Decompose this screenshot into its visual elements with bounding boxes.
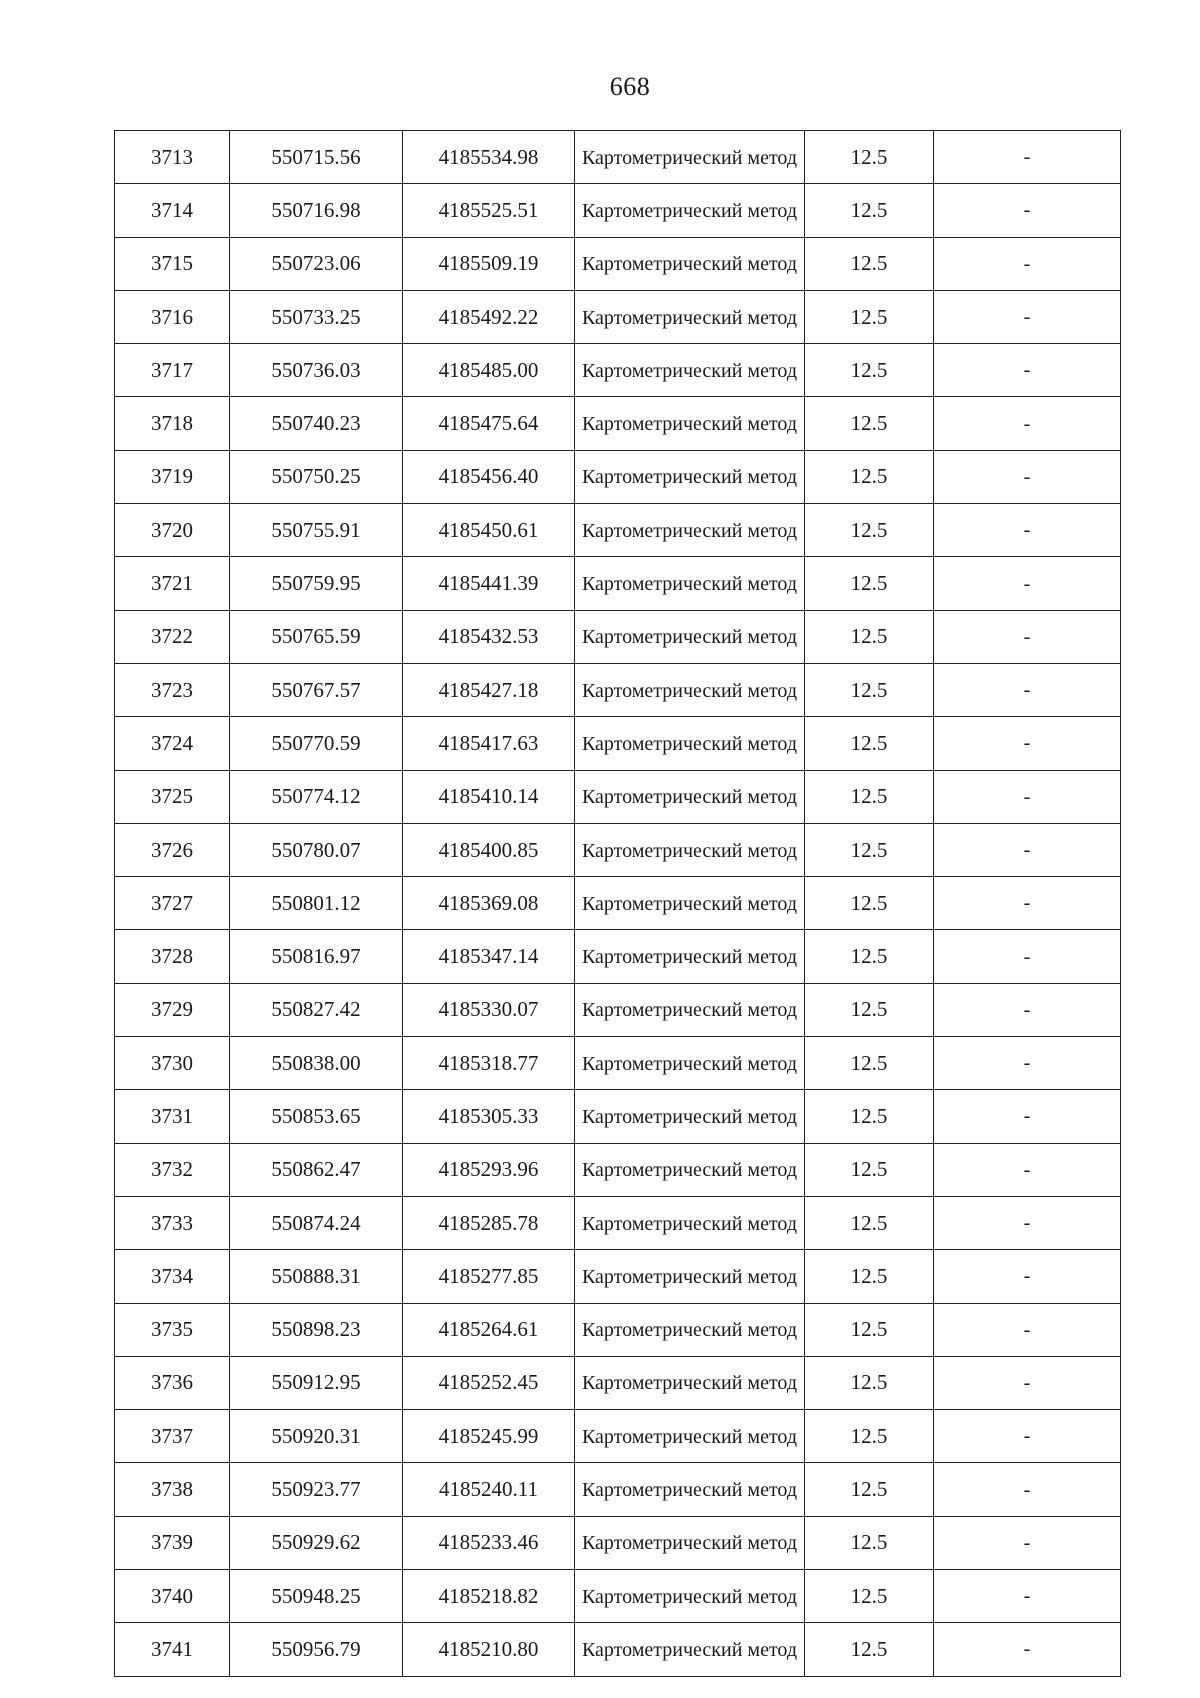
precision-cell: 12.5 xyxy=(805,184,934,237)
x-coordinate-cell: 550774.12 xyxy=(230,770,403,823)
method-cell: Картометрический метод xyxy=(575,504,805,557)
coordinates-table-body xyxy=(115,131,1121,1677)
precision-cell: 12.5 xyxy=(805,131,934,184)
table-row xyxy=(115,450,1121,503)
method-cell: Картометрический метод xyxy=(575,131,805,184)
table-row xyxy=(115,1410,1121,1463)
point-number-cell: 3721 xyxy=(115,557,230,610)
point-number-cell: 3731 xyxy=(115,1090,230,1143)
y-coordinate-cell: 4185210.80 xyxy=(403,1623,575,1676)
point-number-cell: 3713 xyxy=(115,131,230,184)
method-cell: Картометрический метод xyxy=(575,397,805,450)
x-coordinate-cell: 550723.06 xyxy=(230,237,403,290)
table-row xyxy=(115,184,1121,237)
precision-cell: 12.5 xyxy=(805,1410,934,1463)
y-coordinate-cell: 4185293.96 xyxy=(403,1143,575,1196)
coordinates-table xyxy=(114,130,1121,1677)
precision-cell: 12.5 xyxy=(805,610,934,663)
x-coordinate-cell: 550853.65 xyxy=(230,1090,403,1143)
x-coordinate-cell: 550780.07 xyxy=(230,823,403,876)
point-number-cell: 3719 xyxy=(115,450,230,503)
x-coordinate-cell: 550956.79 xyxy=(230,1623,403,1676)
note-cell: - xyxy=(934,610,1121,663)
method-cell: Картометрический метод xyxy=(575,1623,805,1676)
note-cell: - xyxy=(934,1570,1121,1623)
page-number: 668 xyxy=(609,72,651,101)
table-row xyxy=(115,237,1121,290)
y-coordinate-cell: 4185218.82 xyxy=(403,1570,575,1623)
table-row xyxy=(115,717,1121,770)
method-cell: Картометрический метод xyxy=(575,1356,805,1409)
table-row xyxy=(115,877,1121,930)
note-cell: - xyxy=(934,184,1121,237)
y-coordinate-cell: 4185427.18 xyxy=(403,663,575,716)
y-coordinate-cell: 4185509.19 xyxy=(403,237,575,290)
precision-cell: 12.5 xyxy=(805,290,934,343)
method-cell: Картометрический метод xyxy=(575,344,805,397)
note-cell: - xyxy=(934,397,1121,450)
precision-cell: 12.5 xyxy=(805,1037,934,1090)
point-number-cell: 3726 xyxy=(115,823,230,876)
table-row xyxy=(115,930,1121,983)
table-row xyxy=(115,1516,1121,1569)
table-row xyxy=(115,983,1121,1036)
precision-cell: 12.5 xyxy=(805,1196,934,1249)
x-coordinate-cell: 550948.25 xyxy=(230,1570,403,1623)
method-cell: Картометрический метод xyxy=(575,184,805,237)
y-coordinate-cell: 4185492.22 xyxy=(403,290,575,343)
note-cell: - xyxy=(934,450,1121,503)
x-coordinate-cell: 550862.47 xyxy=(230,1143,403,1196)
x-coordinate-cell: 550715.56 xyxy=(230,131,403,184)
table-row xyxy=(115,770,1121,823)
precision-cell: 12.5 xyxy=(805,1143,934,1196)
x-coordinate-cell: 550801.12 xyxy=(230,877,403,930)
note-cell: - xyxy=(934,877,1121,930)
y-coordinate-cell: 4185410.14 xyxy=(403,770,575,823)
precision-cell: 12.5 xyxy=(805,1623,934,1676)
y-coordinate-cell: 4185245.99 xyxy=(403,1410,575,1463)
x-coordinate-cell: 550755.91 xyxy=(230,504,403,557)
y-coordinate-cell: 4185400.85 xyxy=(403,823,575,876)
precision-cell: 12.5 xyxy=(805,930,934,983)
point-number-cell: 3727 xyxy=(115,877,230,930)
y-coordinate-cell: 4185330.07 xyxy=(403,983,575,1036)
y-coordinate-cell: 4185318.77 xyxy=(403,1037,575,1090)
y-coordinate-cell: 4185285.78 xyxy=(403,1196,575,1249)
y-coordinate-cell: 4185347.14 xyxy=(403,930,575,983)
method-cell: Картометрический метод xyxy=(575,290,805,343)
x-coordinate-cell: 550816.97 xyxy=(230,930,403,983)
precision-cell: 12.5 xyxy=(805,1090,934,1143)
x-coordinate-cell: 550898.23 xyxy=(230,1303,403,1356)
method-cell: Картометрический метод xyxy=(575,1143,805,1196)
method-cell: Картометрический метод xyxy=(575,663,805,716)
x-coordinate-cell: 550888.31 xyxy=(230,1250,403,1303)
y-coordinate-cell: 4185233.46 xyxy=(403,1516,575,1569)
note-cell: - xyxy=(934,290,1121,343)
method-cell: Картометрический метод xyxy=(575,770,805,823)
note-cell: - xyxy=(934,1303,1121,1356)
point-number-cell: 3740 xyxy=(115,1570,230,1623)
method-cell: Картометрический метод xyxy=(575,1410,805,1463)
precision-cell: 12.5 xyxy=(805,1463,934,1516)
point-number-cell: 3734 xyxy=(115,1250,230,1303)
y-coordinate-cell: 4185264.61 xyxy=(403,1303,575,1356)
x-coordinate-cell: 550929.62 xyxy=(230,1516,403,1569)
point-number-cell: 3736 xyxy=(115,1356,230,1409)
table-row xyxy=(115,1356,1121,1409)
x-coordinate-cell: 550827.42 xyxy=(230,983,403,1036)
precision-cell: 12.5 xyxy=(805,344,934,397)
precision-cell: 12.5 xyxy=(805,557,934,610)
x-coordinate-cell: 550767.57 xyxy=(230,663,403,716)
x-coordinate-cell: 550874.24 xyxy=(230,1196,403,1249)
note-cell: - xyxy=(934,1037,1121,1090)
note-cell: - xyxy=(934,557,1121,610)
note-cell: - xyxy=(934,131,1121,184)
x-coordinate-cell: 550838.00 xyxy=(230,1037,403,1090)
note-cell: - xyxy=(934,823,1121,876)
point-number-cell: 3729 xyxy=(115,983,230,1036)
point-number-cell: 3738 xyxy=(115,1463,230,1516)
point-number-cell: 3728 xyxy=(115,930,230,983)
table-row xyxy=(115,663,1121,716)
y-coordinate-cell: 4185525.51 xyxy=(403,184,575,237)
note-cell: - xyxy=(934,504,1121,557)
method-cell: Картометрический метод xyxy=(575,1463,805,1516)
x-coordinate-cell: 550759.95 xyxy=(230,557,403,610)
method-cell: Картометрический метод xyxy=(575,450,805,503)
x-coordinate-cell: 550770.59 xyxy=(230,717,403,770)
note-cell: - xyxy=(934,1410,1121,1463)
note-cell: - xyxy=(934,770,1121,823)
x-coordinate-cell: 550733.25 xyxy=(230,290,403,343)
note-cell: - xyxy=(934,1250,1121,1303)
x-coordinate-cell: 550765.59 xyxy=(230,610,403,663)
precision-cell: 12.5 xyxy=(805,717,934,770)
table-row xyxy=(115,1143,1121,1196)
note-cell: - xyxy=(934,1356,1121,1409)
y-coordinate-cell: 4185240.11 xyxy=(403,1463,575,1516)
table-row xyxy=(115,1196,1121,1249)
precision-cell: 12.5 xyxy=(805,663,934,716)
y-coordinate-cell: 4185432.53 xyxy=(403,610,575,663)
point-number-cell: 3716 xyxy=(115,290,230,343)
point-number-cell: 3720 xyxy=(115,504,230,557)
table-row xyxy=(115,1463,1121,1516)
x-coordinate-cell: 550716.98 xyxy=(230,184,403,237)
point-number-cell: 3722 xyxy=(115,610,230,663)
point-number-cell: 3714 xyxy=(115,184,230,237)
method-cell: Картометрический метод xyxy=(575,1516,805,1569)
point-number-cell: 3741 xyxy=(115,1623,230,1676)
table-row xyxy=(115,1037,1121,1090)
note-cell: - xyxy=(934,1623,1121,1676)
method-cell: Картометрический метод xyxy=(575,610,805,663)
method-cell: Картометрический метод xyxy=(575,717,805,770)
precision-cell: 12.5 xyxy=(805,504,934,557)
precision-cell: 12.5 xyxy=(805,1356,934,1409)
y-coordinate-cell: 4185369.08 xyxy=(403,877,575,930)
precision-cell: 12.5 xyxy=(805,1250,934,1303)
note-cell: - xyxy=(934,1463,1121,1516)
table-row xyxy=(115,610,1121,663)
table-row xyxy=(115,344,1121,397)
precision-cell: 12.5 xyxy=(805,770,934,823)
x-coordinate-cell: 550923.77 xyxy=(230,1463,403,1516)
precision-cell: 12.5 xyxy=(805,877,934,930)
point-number-cell: 3715 xyxy=(115,237,230,290)
point-number-cell: 3718 xyxy=(115,397,230,450)
point-number-cell: 3717 xyxy=(115,344,230,397)
table-row xyxy=(115,1090,1121,1143)
method-cell: Картометрический метод xyxy=(575,983,805,1036)
y-coordinate-cell: 4185475.64 xyxy=(403,397,575,450)
y-coordinate-cell: 4185441.39 xyxy=(403,557,575,610)
x-coordinate-cell: 550920.31 xyxy=(230,1410,403,1463)
method-cell: Картометрический метод xyxy=(575,1250,805,1303)
note-cell: - xyxy=(934,717,1121,770)
table-row xyxy=(115,557,1121,610)
note-cell: - xyxy=(934,1196,1121,1249)
note-cell: - xyxy=(934,663,1121,716)
table-row xyxy=(115,823,1121,876)
y-coordinate-cell: 4185485.00 xyxy=(403,344,575,397)
precision-cell: 12.5 xyxy=(805,1516,934,1569)
method-cell: Картометрический метод xyxy=(575,1196,805,1249)
point-number-cell: 3737 xyxy=(115,1410,230,1463)
note-cell: - xyxy=(934,344,1121,397)
precision-cell: 12.5 xyxy=(805,1570,934,1623)
y-coordinate-cell: 4185456.40 xyxy=(403,450,575,503)
y-coordinate-cell: 4185305.33 xyxy=(403,1090,575,1143)
x-coordinate-cell: 550740.23 xyxy=(230,397,403,450)
y-coordinate-cell: 4185417.63 xyxy=(403,717,575,770)
point-number-cell: 3733 xyxy=(115,1196,230,1249)
table-row xyxy=(115,397,1121,450)
precision-cell: 12.5 xyxy=(805,1303,934,1356)
point-number-cell: 3732 xyxy=(115,1143,230,1196)
table-row xyxy=(115,131,1121,184)
point-number-cell: 3735 xyxy=(115,1303,230,1356)
method-cell: Картометрический метод xyxy=(575,823,805,876)
table-row xyxy=(115,290,1121,343)
point-number-cell: 3730 xyxy=(115,1037,230,1090)
note-cell: - xyxy=(934,983,1121,1036)
point-number-cell: 3724 xyxy=(115,717,230,770)
note-cell: - xyxy=(934,1516,1121,1569)
point-number-cell: 3725 xyxy=(115,770,230,823)
method-cell: Картометрический метод xyxy=(575,877,805,930)
x-coordinate-cell: 550750.25 xyxy=(230,450,403,503)
method-cell: Картометрический метод xyxy=(575,237,805,290)
method-cell: Картометрический метод xyxy=(575,1303,805,1356)
precision-cell: 12.5 xyxy=(805,823,934,876)
point-number-cell: 3739 xyxy=(115,1516,230,1569)
note-cell: - xyxy=(934,930,1121,983)
precision-cell: 12.5 xyxy=(805,983,934,1036)
table-row xyxy=(115,1303,1121,1356)
method-cell: Картометрический метод xyxy=(575,1090,805,1143)
note-cell: - xyxy=(934,1090,1121,1143)
method-cell: Картометрический метод xyxy=(575,1037,805,1090)
precision-cell: 12.5 xyxy=(805,450,934,503)
y-coordinate-cell: 4185252.45 xyxy=(403,1356,575,1409)
x-coordinate-cell: 550912.95 xyxy=(230,1356,403,1409)
table-row xyxy=(115,1570,1121,1623)
note-cell: - xyxy=(934,1143,1121,1196)
x-coordinate-cell: 550736.03 xyxy=(230,344,403,397)
precision-cell: 12.5 xyxy=(805,397,934,450)
y-coordinate-cell: 4185277.85 xyxy=(403,1250,575,1303)
note-cell: - xyxy=(934,237,1121,290)
y-coordinate-cell: 4185534.98 xyxy=(403,131,575,184)
method-cell: Картометрический метод xyxy=(575,557,805,610)
table-row xyxy=(115,1623,1121,1676)
precision-cell: 12.5 xyxy=(805,237,934,290)
method-cell: Картометрический метод xyxy=(575,930,805,983)
point-number-cell: 3723 xyxy=(115,663,230,716)
table-row xyxy=(115,1250,1121,1303)
y-coordinate-cell: 4185450.61 xyxy=(403,504,575,557)
table-row xyxy=(115,504,1121,557)
method-cell: Картометрический метод xyxy=(575,1570,805,1623)
